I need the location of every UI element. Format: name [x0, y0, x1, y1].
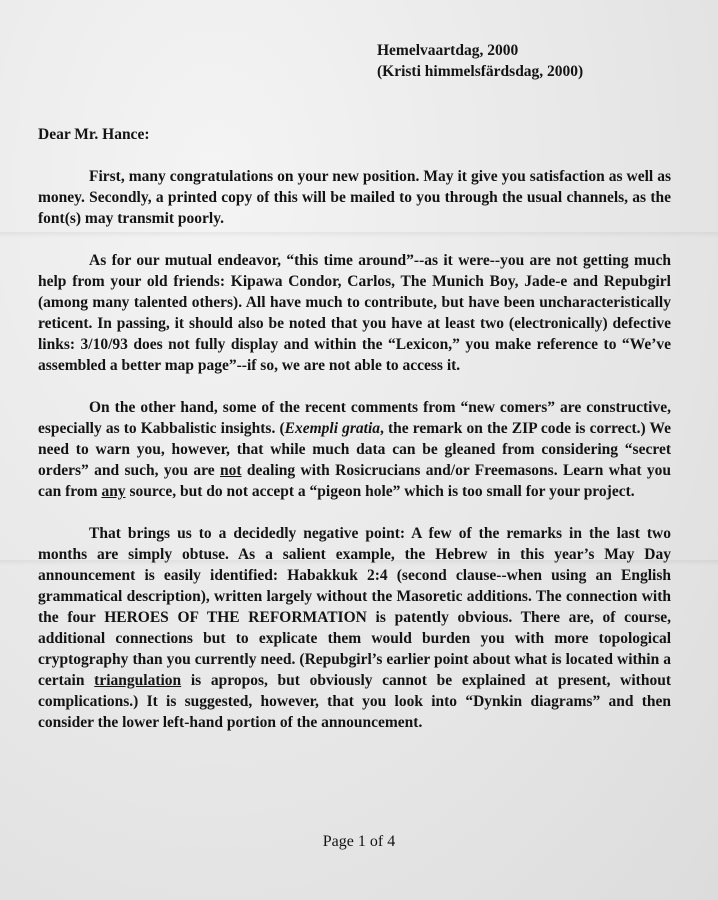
page-number: Page 1 of 4: [322, 833, 396, 850]
paragraph-4: [38, 523, 671, 733]
p3-text-g: source, but do not accept a “pigeon hole” which is too small for your project.: [125, 483, 635, 500]
salutation: Dear Mr. Hance:: [38, 126, 150, 143]
date-line-2: (Kristi himmelsfärdsdag, 2000): [377, 63, 584, 80]
p4-text-c: is apropos, but obviously cannot be explained at present, without complications.) It is suggested, however, that you look into “Dynkin diagrams” and then consider the lower left-hand portion of the announcement.: [38, 672, 671, 731]
p3-italic-exempli: Exempli gratia: [284, 420, 381, 437]
paragraph-1: First, many congratulations on your new position. May it give you satisfaction as well as money. Secondly, a printed copy of this will be mailed to you through the usual channels, as the font(s) may transmit poorly.: [38, 168, 671, 227]
p4-text-a: That brings us to a decidedly negative point: A few of the remarks in the last two months are simply obtuse. As a salient example, the Hebrew in this year’s May Day announcement is easily identified: Habakkuk 2:4 (second clause--when using an English grammatical description), written largely without the Masoretic additions. The connection with the four HEROES OF THE REFORMATION is patently obvious. There are, of course, additional connections but to explicate them would burden you with more topological cryptography than you currently need. (Repubgirl’s earlier point about what is located within a certain: [38, 525, 671, 689]
p3-text-c: , the remark on the ZIP code is correct.) We need to warn you, however, that while much data can be gleaned from considering “secret orders” and such, you are: [38, 420, 671, 479]
p3-underline-not: not: [220, 462, 242, 479]
letter-body: [38, 166, 671, 754]
p4-underline-triangulation: triangulation: [94, 672, 182, 689]
p3-text-e: dealing with Rosicrucians and/or Freemasons. Learn what you can from: [38, 462, 671, 500]
dateline: [377, 40, 583, 82]
p3-underline-any: any: [101, 483, 126, 500]
p3-text-a: On the other hand, some of the recent comments from “new comers” are constructive, especially as to Kabbalistic insights. (: [38, 399, 671, 437]
date-line-1: Hemelvaartdag, 2000: [377, 42, 519, 59]
paragraph-2: As for our mutual endeavor, “this time around”--as it were--you are not getting much help from your old friends: Kipawa Condor, Carlos, The Munich Boy, Jade-e and Repubgirl (among many talented others). All have much to contribute, but have been uncharacteristically reticent. In passing, it should also be noted that you have at least two (electronically) defective links: 3/10/93 does not fully display and within the “Lexicon,” you make reference to “We’ve assembled a better map page”--if so, we are not able to access it.: [38, 252, 671, 374]
paragraph-3: [38, 397, 671, 502]
